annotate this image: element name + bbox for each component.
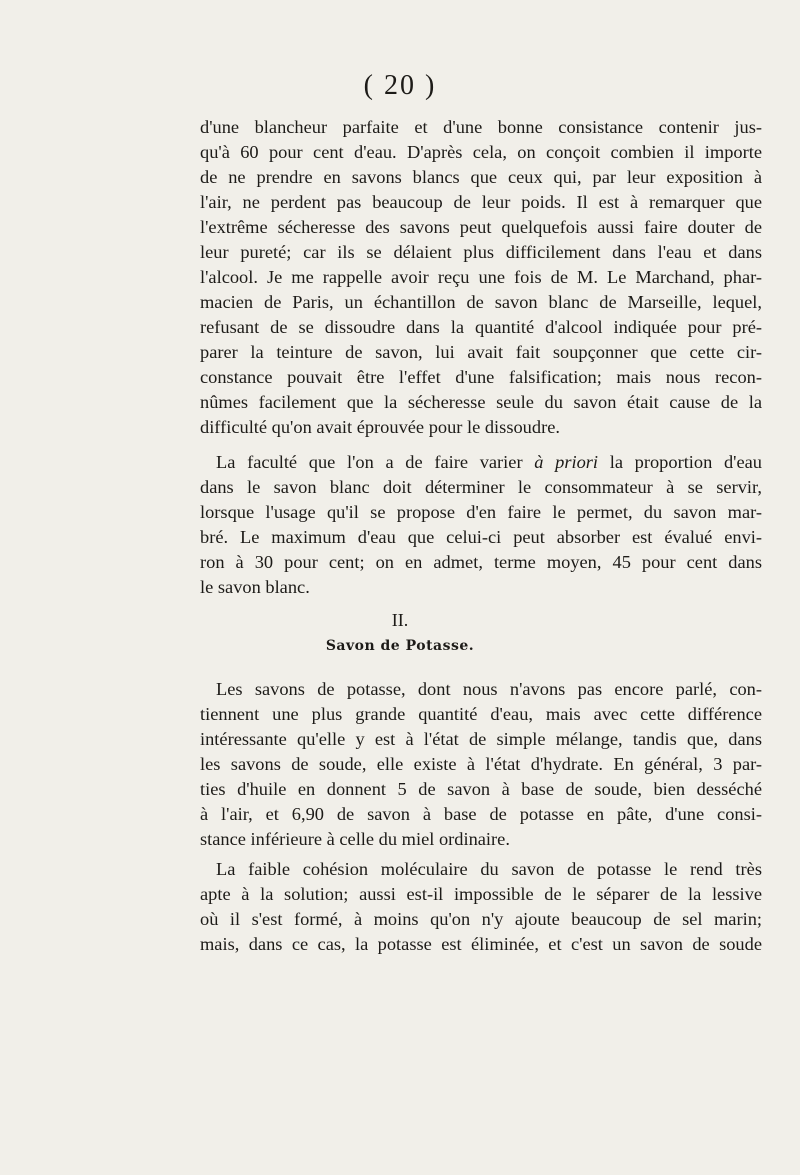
section-title: Savon de Potasse.: [325, 638, 475, 654]
page-number: ( 20 ): [363, 70, 437, 101]
text-line: mais, dans ce cas, la potasse est éliminée, et c'est un savon de soude: [200, 934, 762, 954]
text-line: intéressante qu'elle y est à l'état de simple mélange, tandis que, dans: [200, 729, 762, 749]
text-line: les savons de soude, elle existe à l'état d'hydrate. En général, 3 par-: [200, 754, 762, 774]
text-line: l'extrême sécheresse des savons peut quelquefois aussi faire douter de: [200, 217, 762, 237]
text-line: bré. Le maximum d'eau que celui-ci peut absorber est évalué envi-: [200, 527, 762, 547]
text-line: de ne prendre en savons blancs que ceux qui, par leur exposition à: [200, 167, 762, 187]
text-line: l'air, ne perdent pas beaucoup de leur poids. Il est à remarquer que: [200, 192, 762, 212]
text-line: l'alcool. Je me rappelle avoir reçu une fois de M. Le Marchand, phar-: [200, 267, 762, 287]
text-line: apte à la solution; aussi est-il impossible de le séparer de la lessive: [200, 884, 762, 904]
text-line: macien de Paris, un échantillon de savon blanc de Marseille, lequel,: [200, 292, 762, 312]
italic-phrase: à priori: [534, 452, 599, 472]
text-line: tiennent une plus grande quantité d'eau, mais avec cette différence: [200, 704, 762, 724]
text-line: leur pureté; car ils se délaient plus difficilement dans l'eau et dans: [200, 242, 762, 262]
text-line: constance pouvait être l'effet d'une falsification; mais nous recon-: [200, 367, 762, 387]
text-line: La faible cohésion moléculaire du savon de potasse le rend très: [216, 859, 762, 879]
text-line: La faculté que l'on a de faire varier à priori la proportion d'eau: [216, 452, 763, 472]
text-line: d'une blancheur parfaite et d'une bonne consistance contenir jus-: [200, 117, 762, 137]
text-line: dans le savon blanc doit déterminer le consommateur à se servir,: [200, 477, 762, 497]
text-line: qu'à 60 pour cent d'eau. D'après cela, on conçoit combien il importe: [200, 142, 762, 162]
text-line: difficulté qu'on avait éprouvée pour le dissoudre.: [200, 417, 560, 437]
text-line: nûmes facilement que la sécheresse seule du savon était cause de la: [200, 392, 762, 412]
text-line: le savon blanc.: [200, 577, 310, 597]
text-line: ron à 30 pour cent; on en admet, terme moyen, 45 pour cent dans: [200, 552, 762, 572]
text-line: parer la teinture de savon, lui avait fait soupçonner que cette cir-: [200, 342, 762, 362]
section-number: II.: [391, 610, 409, 630]
text-line: Les savons de potasse, dont nous n'avons pas encore parlé, con-: [216, 679, 762, 699]
text-line: refusant de se dissoudre dans la quantité d'alcool indiquée pour pré-: [200, 317, 762, 337]
text-line: où il s'est formé, à moins qu'on n'y ajoute beaucoup de sel marin;: [200, 909, 762, 929]
text-line: lorsque l'usage qu'il se propose d'en faire le permet, du savon mar-: [200, 502, 762, 522]
text-line: à l'air, et 6,90 de savon à base de potasse en pâte, d'une consi-: [200, 804, 762, 824]
text-line: ties d'huile en donnent 5 de savon à base de soude, bien desséché: [200, 779, 762, 799]
text-line: stance inférieure à celle du miel ordinaire.: [200, 829, 510, 849]
